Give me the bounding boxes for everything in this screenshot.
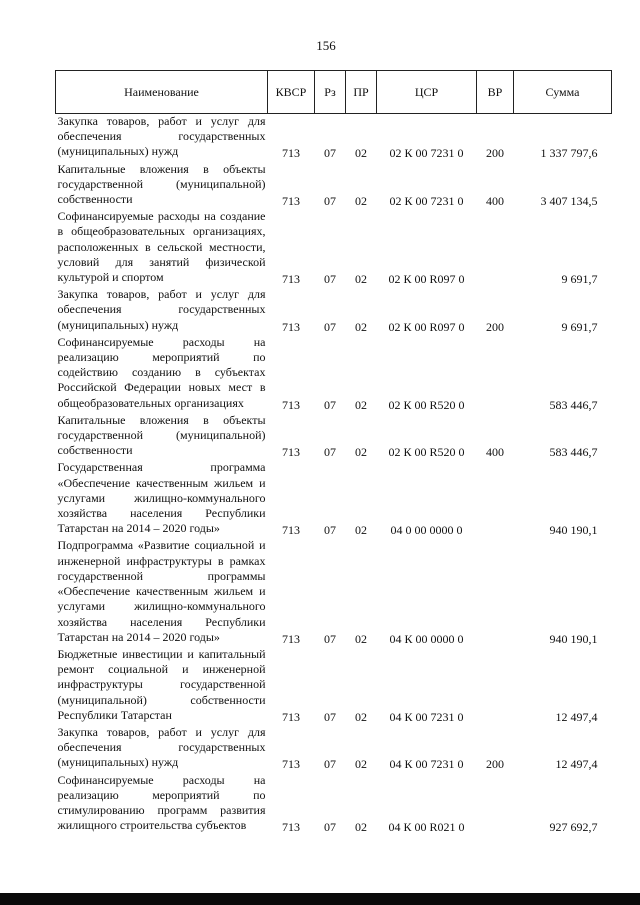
- row-vr: [477, 773, 514, 836]
- row-pr: 02: [355, 194, 367, 209]
- row-sum: 583 446,7: [549, 445, 598, 460]
- row-name: Софинансируемые расходы на реализацию мероприятий по содействию созданию в субъектах Российской Федерации новых мест в общеобразовательных организациях: [57, 334, 266, 410]
- row-csr: 02 К 00 7231 0: [389, 146, 464, 161]
- row-name: Софинансируемые расходы на создание в общеобразовательных организациях, расположенных в сельской местности, условий для занятий физической культурой и спортом: [57, 209, 266, 285]
- row-rz: 07: [324, 445, 336, 460]
- table-row: [56, 460, 612, 538]
- header-kvsr: КВСР: [268, 71, 315, 114]
- row-name: Государственная программа «Обеспечение качественным жильем и услугами жилищно-коммунального хозяйства населения Республики Татарстан на 2014 – 2020 годы»: [57, 460, 266, 536]
- row-sum: 9 691,7: [561, 272, 598, 287]
- row-vr: [477, 335, 514, 413]
- row-pr: 02: [355, 820, 367, 835]
- row-kvsr: 713: [282, 709, 300, 724]
- row-rz: 07: [324, 272, 336, 287]
- row-csr: 04 К 00 R021 0: [388, 820, 465, 835]
- table-row: [56, 538, 612, 646]
- table-row: [56, 725, 612, 773]
- row-kvsr: 713: [282, 757, 300, 772]
- row-name: Капитальные вложения в объекты государственной (муниципальной) собственности: [57, 412, 266, 458]
- header-csr: ЦСР: [377, 71, 477, 114]
- table-row: [56, 773, 612, 836]
- row-name: Закупка товаров, работ и услуг для обеспечения государственных (муниципальных) нужд: [57, 724, 266, 770]
- row-pr: 02: [355, 757, 367, 772]
- row-sum: 1 337 797,6: [540, 146, 598, 161]
- row-rz: 07: [324, 523, 336, 538]
- row-pr: 02: [355, 631, 367, 646]
- row-vr: [477, 538, 514, 646]
- row-vr: [477, 460, 514, 538]
- row-vr: [477, 209, 514, 287]
- row-pr: 02: [355, 709, 367, 724]
- row-kvsr: 713: [282, 523, 300, 538]
- page-number: 156: [316, 38, 336, 53]
- row-kvsr: 713: [282, 445, 300, 460]
- header-pr: ПР: [346, 71, 377, 114]
- row-name: Подпрограмма «Развитие социальной и инженерной инфраструктуры в рамках государственной программы «Обеспечение качественным жильем и услугами жилищно-коммунального хозяйства населения Республики Татарстан на 2014 – 2020 годы»: [57, 538, 266, 644]
- row-pr: 02: [355, 319, 367, 334]
- row-rz: 07: [324, 757, 336, 772]
- row-vr: 200: [486, 319, 504, 334]
- row-csr: 04 0 00 0000 0: [390, 523, 463, 538]
- row-rz: 07: [324, 631, 336, 646]
- row-sum: 940 190,1: [549, 631, 598, 646]
- table-row: [56, 209, 612, 287]
- table-header: [56, 71, 612, 114]
- row-rz: 07: [324, 146, 336, 161]
- row-sum: 940 190,1: [549, 523, 598, 538]
- header-vr: ВР: [477, 71, 514, 114]
- row-csr: 04 К 00 0000 0: [389, 631, 464, 646]
- row-name: Закупка товаров, работ и услуг для обеспечения государственных (муниципальных) нужд: [57, 114, 266, 159]
- row-rz: 07: [324, 397, 336, 412]
- row-pr: 02: [355, 523, 367, 538]
- scan-bottom-edge: [0, 893, 640, 905]
- header-sum: Сумма: [514, 71, 612, 114]
- row-csr: 02 К 00 R520 0: [388, 445, 465, 460]
- row-sum: 9 691,7: [561, 319, 598, 334]
- row-sum: 12 497,4: [555, 757, 598, 772]
- row-kvsr: 713: [282, 194, 300, 209]
- row-rz: 07: [324, 820, 336, 835]
- row-sum: 12 497,4: [555, 709, 598, 724]
- row-sum: 3 407 134,5: [540, 194, 598, 209]
- row-csr: 02 К 00 R097 0: [388, 319, 465, 334]
- row-sum: 583 446,7: [549, 397, 598, 412]
- row-pr: 02: [355, 146, 367, 161]
- row-csr: 02 К 00 R520 0: [388, 397, 465, 412]
- row-name: Софинансируемые расходы на реализацию мероприятий по стимулированию программ развития жилищного строительства субъектов: [57, 772, 266, 833]
- row-pr: 02: [355, 397, 367, 412]
- table-row: [56, 413, 612, 461]
- row-csr: 02 К 00 7231 0: [389, 194, 464, 209]
- row-pr: 02: [355, 445, 367, 460]
- row-kvsr: 713: [282, 272, 300, 287]
- row-pr: 02: [355, 272, 367, 287]
- row-vr: 200: [486, 757, 504, 772]
- row-vr: 400: [486, 194, 504, 209]
- header-rz: Рз: [315, 71, 346, 114]
- row-csr: 04 К 00 7231 0: [389, 757, 464, 772]
- row-name: Закупка товаров, работ и услуг для обеспечения государственных (муниципальных) нужд: [57, 287, 266, 332]
- row-vr: 200: [486, 146, 504, 161]
- row-rz: 07: [324, 194, 336, 209]
- table-row: [56, 287, 612, 335]
- row-kvsr: 713: [282, 146, 300, 161]
- row-rz: 07: [324, 709, 336, 724]
- table-row: [56, 114, 612, 162]
- row-kvsr: 713: [282, 631, 300, 646]
- table-row: [56, 647, 612, 725]
- row-sum: 927 692,7: [549, 820, 598, 835]
- row-name: Бюджетные инвестиции и капитальный ремонт социальной и инженерной инфраструктуры государственной (муниципальной) собственности Республики Татарстан: [57, 646, 266, 722]
- table-body: [56, 114, 612, 836]
- row-kvsr: 713: [282, 820, 300, 835]
- row-csr: 04 К 00 7231 0: [389, 709, 464, 724]
- row-vr: 400: [486, 445, 504, 460]
- row-vr: [477, 647, 514, 725]
- table-row: [56, 162, 612, 210]
- row-csr: 02 К 00 R097 0: [388, 272, 465, 287]
- table-row: [56, 335, 612, 413]
- row-kvsr: 713: [282, 397, 300, 412]
- row-kvsr: 713: [282, 319, 300, 334]
- row-name: Капитальные вложения в объекты государственной (муниципальной) собственности: [57, 161, 266, 207]
- budget-table: [55, 70, 611, 835]
- header-name: Наименование: [56, 71, 268, 114]
- row-rz: 07: [324, 319, 336, 334]
